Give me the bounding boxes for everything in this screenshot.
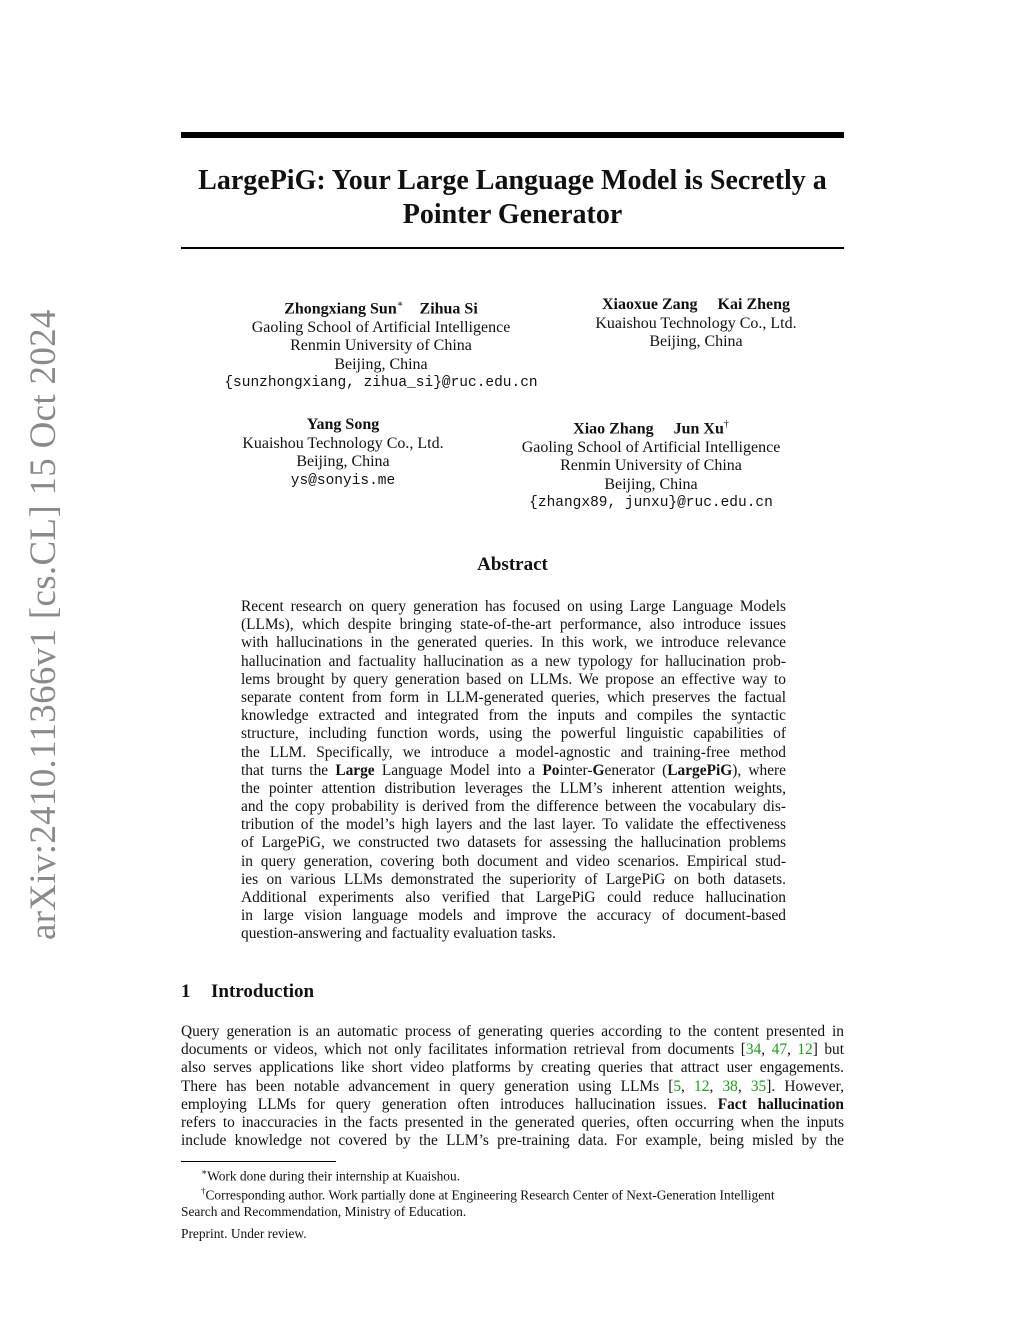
author-block-2 (566, 296, 826, 352)
abstract-line: in query generation, covering both document and video scenarios. Empirical stud- (241, 852, 786, 870)
abstract-line: Recent research on query generation has focused on using Large Language Models (241, 598, 786, 615)
section-title: Introduction (211, 981, 315, 1002)
author-email[interactable]: {sunzhongxiang, zihua_si}@ruc.edu.cn (224, 375, 538, 392)
abstract-line: the pointer attention distribution leverages the LLM’s inherent attention weights, (241, 779, 786, 797)
abstract-line: ies on various LLMs demonstrated the superiority of LargePiG on both datasets. (241, 870, 786, 888)
citation-link[interactable]: 38 (722, 1077, 738, 1095)
intro-line: also serves applications like short video platforms by creating queries that attract user engagements. (181, 1059, 844, 1077)
intro-line: documents or videos, which not only facilitates information retrieval from documents [34, 47, 12] but (181, 1041, 845, 1059)
section-heading-introduction (181, 981, 314, 1003)
paper-title (181, 164, 844, 232)
abstract-line: in large vision language models and improve the accuracy of document-based (241, 907, 786, 925)
abstract-heading: Abstract (477, 554, 548, 575)
title-bottom-rule (181, 247, 844, 249)
intro-line: refers to inaccuracies in the facts presented in the generated queries, often occurring when the inputs (181, 1113, 844, 1131)
title-line-2: Pointer Generator (402, 199, 623, 230)
abstract-line: that turns the Large Language Model into a Pointer-Generator (LargePiG), where (241, 761, 787, 779)
affiliation-line: Beijing, China (649, 333, 743, 350)
intro-line: There has been notable advancement in query generation using LLMs [5, 12, 38, 35]. However, (181, 1077, 844, 1095)
affiliation-line: Gaoling School of Artificial Intelligence (521, 438, 781, 456)
author-block-1 (211, 296, 551, 393)
preprint-note: Preprint. Under review. (181, 1226, 307, 1241)
author-email[interactable]: {zhangx89, junxu}@ruc.edu.cn (529, 495, 773, 512)
footnote-1: ∗Work done during their internship at Kuaishou. (201, 1167, 461, 1184)
abstract-line: lems brought by query generation based on LLMs. We propose an effective way to (241, 670, 786, 688)
title-line-1: LargePiG: Your Large Language Model is Secretly a (198, 165, 827, 196)
arxiv-stamp: arXiv:2410.11366v1 [cs.CL] 15 Oct 2024 (23, 309, 64, 940)
intro-line: include knowledge not covered by the LLM’s pre-training data. For example, being misled by the (181, 1132, 844, 1150)
abstract-line: hallucination and factuality hallucination as a new typology for hallucination prob- (241, 652, 786, 670)
title-top-rule (181, 132, 844, 138)
author-names: Xiao Zhang Jun Xu† (573, 419, 729, 438)
citation-link[interactable]: 5 (673, 1077, 682, 1095)
affiliation-line: Renmin University of China (560, 457, 742, 475)
footnote-2: †Corresponding author. Work partially done at Engineering Research Center of Next-Generation Intelligent Search and Recommendation, Ministry of Education. (181, 1186, 775, 1219)
citation-link[interactable]: 47 (771, 1041, 788, 1059)
affiliation-line: Beijing, China (296, 453, 390, 470)
affiliation-line: Beijing, China (604, 475, 698, 493)
abstract-line: knowledge extracted and integrated from the inputs and compiles the syntactic (241, 707, 786, 725)
author-names: Xiaoxue Zang Kai Zheng (601, 296, 791, 313)
author-names: Yang Song (306, 416, 380, 433)
abstract-line: and the copy probability is derived from the difference between the vocabulary dis- (241, 798, 786, 816)
citation-link[interactable]: 12 (694, 1077, 710, 1095)
abstract-line: Additional experiments also verified that LargePiG could reduce hallucination (241, 889, 786, 906)
abstract-line: of LargePiG, we constructed two datasets for assessing the hallucination problems (241, 834, 786, 852)
author-block-3 (213, 416, 473, 490)
author-block-4 (491, 416, 811, 513)
affiliation-line: Gaoling School of Artificial Intelligence (251, 318, 511, 336)
abstract-body (241, 598, 786, 944)
abstract-line: (LLMs), which despite bringing state-of-the-art performance, also introduce issues (241, 616, 786, 634)
affiliation-line: Kuaishou Technology Co., Ltd. (595, 314, 797, 332)
abstract-line: question-answering and factuality evaluation tasks. (241, 925, 556, 943)
abstract-line: structure, including function words, using the powerful linguistic capabilities of (241, 725, 786, 743)
citation-link[interactable]: 34 (745, 1041, 762, 1059)
footnote-rule (181, 1161, 336, 1162)
section-number: 1 (181, 981, 191, 1002)
intro-line: Query generation is an automatic process of generating queries according to the content presented in (181, 1023, 844, 1040)
author-names: Zhongxiang Sun∗ Zihua Si (284, 299, 478, 318)
intro-line: employing LLMs for query generation often introduces hallucination issues. Fact hallucination (181, 1095, 844, 1113)
citation-link[interactable]: 12 (797, 1041, 813, 1059)
affiliation-line: Kuaishou Technology Co., Ltd. (242, 434, 444, 452)
affiliation-line: Beijing, China (334, 355, 428, 373)
abstract-line: the LLM. Specifically, we introduce a model-agnostic and training-free method (241, 743, 786, 761)
introduction-body (181, 1023, 844, 1150)
abstract-line: with hallucinations in the generated queries. In this work, we introduce relevance (241, 634, 786, 652)
abstract-line: tribution of the model’s high layers and the last layer. To validate the effectiveness (241, 816, 786, 834)
affiliation-line: Renmin University of China (290, 337, 472, 355)
author-email[interactable]: ys@sonyis.me (290, 472, 396, 489)
abstract-line: separate content from form in LLM-generated queries, which preserves the factual (241, 688, 786, 706)
citation-link[interactable]: 35 (750, 1077, 767, 1095)
